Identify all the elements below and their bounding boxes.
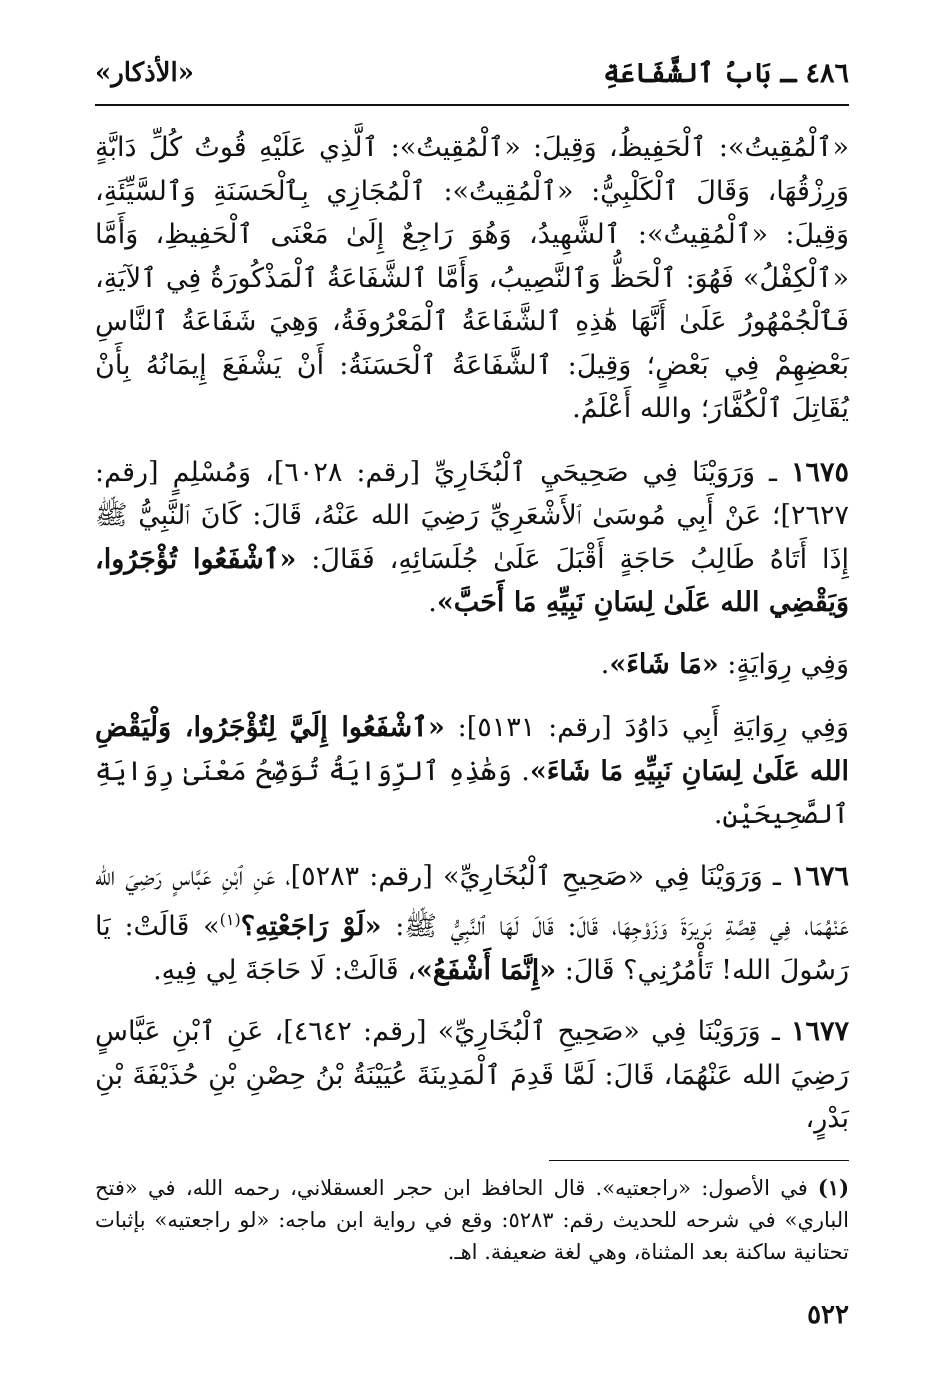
abu-dawud-text: وَفِي رِوَايَةِ أَبِي دَاوُدَ [رقم: ٥١٣١]:	[444, 712, 849, 743]
chapter-title: ٤٨٦ ـ بَابُ ٱلشَّفَاعَةِ	[603, 58, 849, 89]
variant-end: .	[600, 648, 610, 680]
narration-variant	[95, 643, 849, 687]
footnote-text: في الأصول: «راجعتيه». قال الحافظ ابن حجر العسقلاني، رحمه الله، في «فتح الباري» في شرحه للحديث رقم: ٥٢٨٣: وقع في رواية ابن ماجه: «لو راجعتيه» بإثبات تحتانية ساكنة بعد المثناة، وهي لغة ضعيفة. اهـ.	[95, 1176, 850, 1264]
hadith-middle: » قَالَتْ: يَا رَسُولَ الله! تَأْمُرُنِي؟ قَالَ:	[95, 911, 849, 986]
abu-dawud-quote: «ٱشْفَعُوا إِلَيَّ لِتُؤْجَرُوا، وَلْيَقْضِ الله عَلَىٰ لِسَانِ نَبِيِّهِ مَا شَاءَ»	[95, 712, 849, 787]
paragraph-commentary	[95, 126, 849, 431]
footnote-ref[interactable]: (١)	[219, 910, 241, 929]
footnote	[95, 1172, 849, 1268]
footnote-rule	[549, 1160, 849, 1161]
paragraph-text: «ٱلْمُقِيتُ»: ٱلْحَفِيظُ، وَقِيلَ: «ٱلْمُقِيتُ»: ٱلَّذِي عَلَيْهِ قُوتُ كُلِّ دَابَّةٍ وَرِزْقُهَا، وَقَالَ ٱلْكَلْبِيُّ: «ٱلْمُقِيتُ»: ٱلْمُجَازِي بِٱلْحَسَنَةِ وَٱلسَّيِّئَةِ، وَقِيلَ: «ٱلْمُقِيتُ»: ٱلشَّهِيدُ، وَهُوَ رَاجِعٌ إِلَىٰ مَعْنَى ٱلْحَفِيظِ، وَأَمَّا «ٱلْكِفْلُ» فَهُوَ: ٱلْحَظُّ وَٱلنَّصِيبُ، وَأَمَّا ٱلشَّفَاعَةُ ٱلْمَذْكُورَةُ فِي ٱلآيَةِ، فَٱلْجُمْهُورُ عَلَىٰ أَنَّهَا هَٰذِهِ ٱلشَّفَاعَةُ ٱلْمَعْرُوفَةُ، وَهِيَ شَفَاعَةُ ٱلنَّاسِ بَعْضِهِمْ فِي بَعْضٍ؛ وَقِيلَ: ٱلشَّفَاعَةُ ٱلْحَسَنَةُ: أَنْ يَشْفَعَ إِيمَانُهُ بِأَنْ يُقَاتِلَ ٱلْكُفَّارَ؛ والله أَعْلَمُ.	[95, 132, 849, 424]
hadith-number: ١٦٧٦	[790, 860, 849, 892]
book-title: «الأذكار»	[95, 58, 194, 88]
hadith-end: ، قَالَتْ: لَا حَاجَةَ لِي فِيهِ.	[153, 954, 416, 986]
main-text	[95, 126, 849, 1159]
hadith-end: .	[428, 587, 437, 618]
hadith-number: ١٦٧٧	[790, 1016, 849, 1047]
variant-quote: «مَا شَاءَ»	[609, 648, 719, 680]
page-number: ٥٢٢	[807, 1300, 849, 1330]
hadith-number: ١٦٧٥	[791, 456, 850, 488]
hadith-quote-2: «إِنَّمَا أَشْفَعُ»	[415, 954, 557, 986]
hadith-1675	[95, 451, 849, 625]
running-header	[95, 58, 849, 98]
hadith-text: ـ وَرَوَيْنَا فِي صَحِيحَيِ ٱلْبُخَارِيِّ [رقم: ٦٠٢٨]، وَمُسْلِمٍ [رقم: ٢٦٢٧]؛ عَنْ أَبِي مُوسَىٰ ٱلأَشْعَرِيِّ رَضِيَ الله عَنْهُ، قَالَ: كَانَ ٱلنَّبِيُّ ﷺ إِذَا أَتَاهُ طَالِبُ حَاجَةٍ أَقْبَلَ عَلَىٰ جُلَسَائِهِ، فَقَالَ:	[95, 456, 849, 575]
hadith-quote-1: «لَوْ رَاجَعْتِهِ؟	[240, 911, 382, 942]
footnote-marker: (١)	[817, 1175, 849, 1200]
hadith-quote: «ٱشْفَعُوا تُؤْجَرُوا، وَيَقْضِي الله عَلَىٰ لِسَانِ نَبِيِّهِ مَا أَحَبَّ»	[95, 543, 849, 618]
header-rule	[95, 104, 849, 106]
narration-abu-dawud	[95, 706, 849, 837]
abu-dawud-end: . وَهَٰذِهِ ٱلرِّوَايَةُ تُوَضِّحُ مَعْنَىٰ رِوَايَةِ ٱلصَّحِيحَيْنِ.	[95, 755, 849, 830]
variant-text: وَفِي رِوَايَةٍ:	[718, 648, 849, 680]
hadith-1677	[95, 1010, 849, 1141]
hadith-text: ـ وَرَوَيْنَا فِي «صَحِيحِ ٱلْبُخَارِيِّ» [رقم: ٤٦٤٢]، عَنِ ٱبْنِ عَبَّاسٍ رَضِيَ الله عَنْهُمَا، قَالَ: لَمَّا قَدِمَ ٱلْمَدِينَةَ عُيَيْنَةُ بْنُ حِصْنِ بْنِ حُذَيْفَةَ بْنِ بَدْرٍ،	[95, 1016, 849, 1134]
hadith-text: ـ وَرَوَيْنَا فِي «صَحِيحِ ٱلْبُخَارِيِّ» [رقم: ٥٢٨٣]، عَنِ ٱبْنِ عَبَّاسٍ رَضِيَ الله عَنْهُمَا، فِي قِصَّةِ بَرِيرَةَ وَزَوْجِهَا، قَالَ: قَالَ لَهَا ٱلنَّبِيُّ ﷺ:	[95, 860, 849, 942]
hadith-1676	[95, 855, 849, 993]
